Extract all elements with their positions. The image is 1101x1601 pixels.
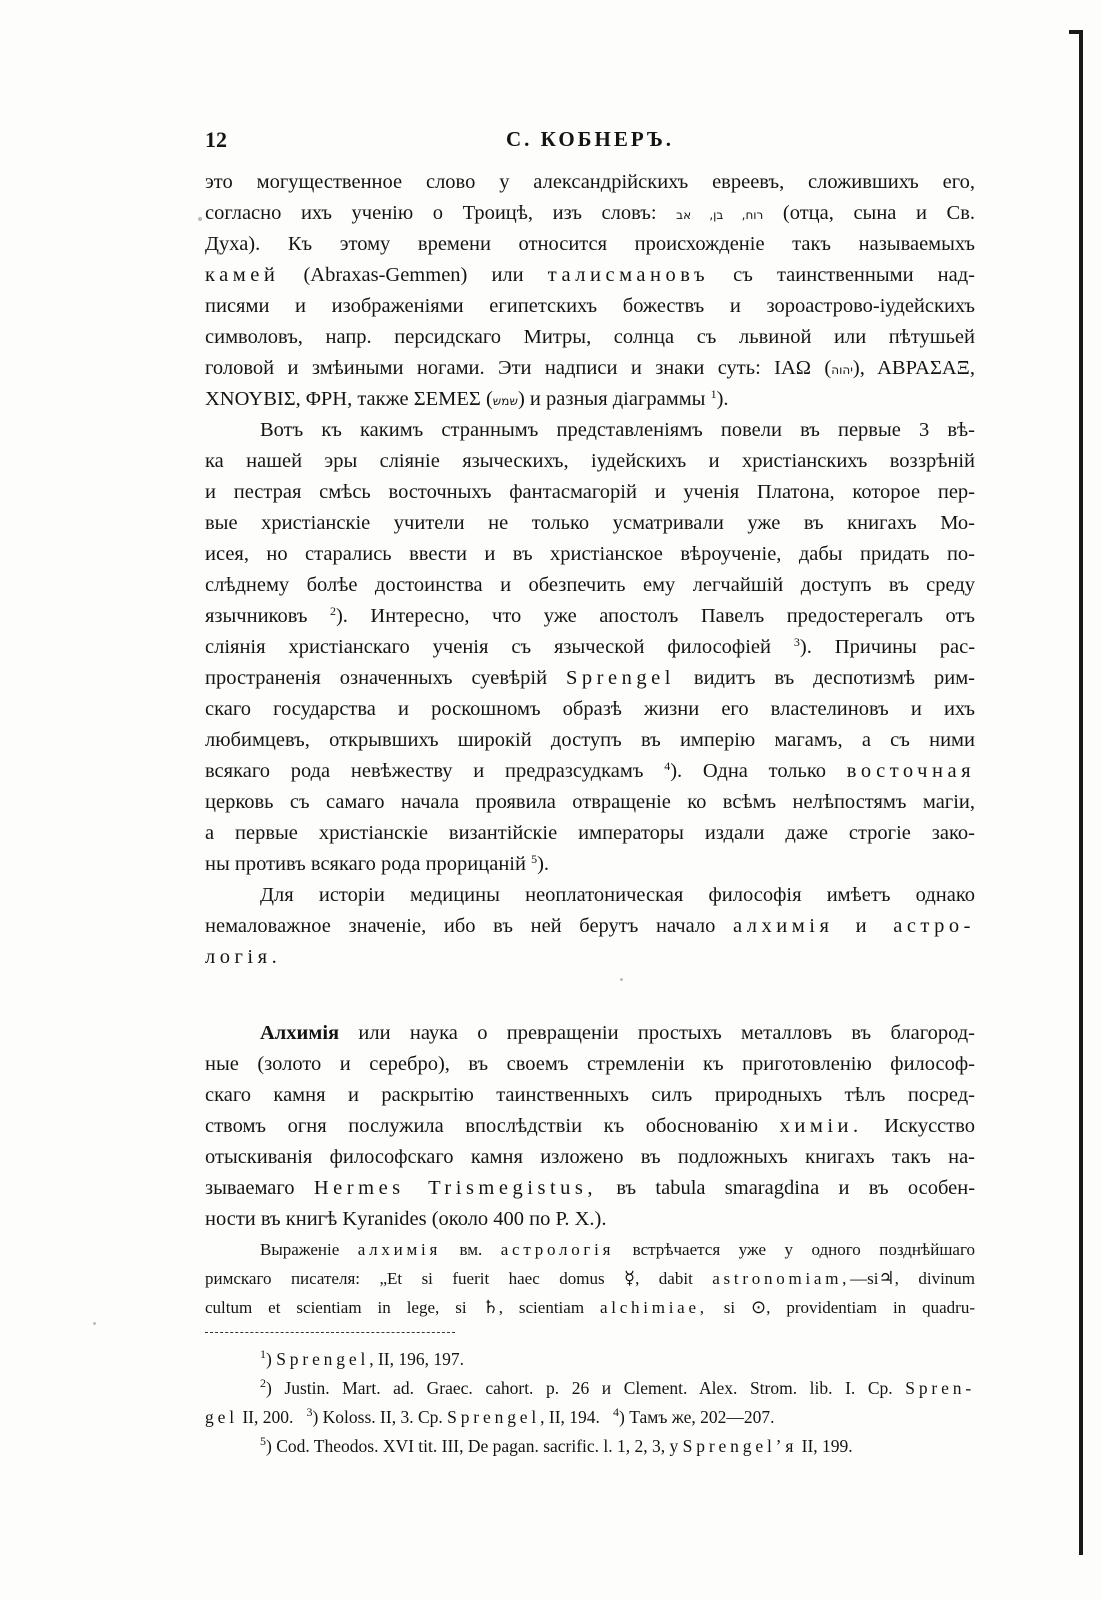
saturn-symbol: ♄: [482, 1297, 499, 1318]
text-line: Выраженіе алхимія вм. астрологія встрѣчается уже у одного позднѣйшаго: [260, 1240, 976, 1259]
paragraph-2: [205, 415, 975, 880]
spaced-term: талисмановъ: [547, 264, 710, 286]
text-line: ные (золото и серебро), въ своемъ стремленіи къ приготовленію философ-: [205, 1053, 975, 1075]
mercury-symbol: ☿: [624, 1268, 636, 1289]
text-line: церковь съ самаго начала проявила отвращеніе ко всѣмъ нелѣпостямъ магіи,: [205, 791, 975, 813]
text-line: слѣднему болѣе достоинства и обезпечить ему легчайшій доступъ въ среду: [205, 574, 975, 596]
text-line: ΧΝΟΥΒΙΣ, ΦΡΗ, также ΣΕΜΕΣ (שמש) и разныя діаграммы $^1$).: [205, 387, 729, 410]
jupiter-symbol: ♃: [878, 1268, 895, 1289]
spaced-term: Sprengel: [566, 667, 675, 689]
text-line: Вотъ къ какимъ страннымъ представленіямъ повели въ первые 3 вѣ-: [260, 419, 975, 441]
spaced-term: Hermes Trismegistus,: [313, 1177, 598, 1199]
section-term: Алхимія: [260, 1022, 340, 1044]
text-line: пространенія означенныхъ суевѣрій Sprengel видитъ въ деспотизмѣ рим-: [205, 667, 976, 689]
text-line: ности въ книгѣ Kyranides (около 400 по Р. Х.).: [205, 1208, 607, 1230]
page-edge-line: [1079, 30, 1083, 1555]
text-line: исея, но старались ввести и въ христіанское вѣроученіе, дабы придать по-: [205, 543, 975, 565]
sun-symbol: ⊙: [751, 1297, 767, 1318]
text-line: камей (Abraxas-Gemmen) или талисмановъ съ таинственными над-: [205, 264, 975, 286]
ink-speck: [93, 1322, 96, 1325]
text-line: cultum et scientiam in lege, si ♄, scientiam alchimiae, si ⊙, providentiam in quadru-: [205, 1297, 975, 1318]
text-line: Алхимія или наука о превращеніи простыхъ металловъ въ благород-: [260, 1022, 976, 1044]
text-line: сліянія христіанскаго ученія съ языческой философіей $^3$). Причины рас-: [205, 635, 976, 658]
page-number: 12: [205, 127, 227, 152]
spaced-term: камей: [205, 264, 280, 286]
text-line: писями и изображеніями египетскихъ божествъ и зороастрово-іудейскихъ: [205, 295, 975, 317]
footnote-ref: 2: [329, 604, 336, 618]
footnote-1: $^1$) Sprengel, II, 196, 197.: [260, 1347, 464, 1369]
page-content: [205, 127, 975, 1461]
text-line: отыскиванія философскаго камня изложено въ подложныхъ книгахъ такъ на-: [205, 1146, 975, 1168]
hebrew-text: שמש: [492, 394, 518, 408]
paragraph-1: [205, 167, 975, 415]
hebrew-text: רוח, בן, אב: [676, 208, 764, 222]
text-line: язычниковъ $^2$). Интересно, что уже апостолъ Павелъ предостерегалъ отъ: [205, 604, 975, 627]
page-edge-tick: [1069, 30, 1083, 34]
footnote-3-4: gel II, 200. $^3$) Koloss. II, 3. Cp. Sprengel, II, 194. $^4$) Тамъ же, 202—207.: [205, 1405, 775, 1427]
text-line: скаго камня и раскрытію таинственныхъ силъ природныхъ тѣлъ посред-: [205, 1084, 975, 1106]
text-line: ны противъ всякаго рода прорицаній $^5$).: [205, 852, 550, 875]
paragraph-3: [205, 880, 975, 973]
text-line: а первые христіанскіе византійскіе императоры издали даже строгіе зако-: [205, 822, 975, 844]
text-line: римскаго писателя: „Et si fuerit haec domus ☿, dabit astronomiam,—si♃, divinum: [205, 1268, 976, 1289]
hebrew-text: יהוה: [831, 363, 853, 377]
text-line: логія.: [205, 946, 282, 968]
footnotes: [205, 1345, 975, 1461]
text-line: ствомъ огня послужила впослѣдствіи къ обоснованію химіи. Искусство: [205, 1115, 976, 1137]
footnote-rule: [205, 1332, 455, 1333]
text-line: согласно ихъ ученію о Троицѣ, изъ словъ: רוח, בן, אב (отца, сына и Св.: [205, 202, 975, 224]
small-print-note: [205, 1235, 975, 1322]
spaced-term: химіи.: [779, 1115, 863, 1137]
paragraph-4: [205, 1018, 975, 1235]
text-line: это могущественное слово у александрійскихъ евреевъ, сложившихъ его,: [205, 171, 975, 193]
page-header: [205, 127, 975, 167]
footnote-ref: 3: [793, 635, 800, 649]
text-line: головой и змѣиными ногами. Эти надписи и знаки суть: ΙΑΩ (יהוה), ΑΒΡΑΣΑΞ,: [205, 357, 975, 379]
footnote-ref: 4: [664, 759, 671, 773]
spaced-term: восточная: [846, 760, 976, 782]
text-line: скаго государства и роскошномъ образѣ жизни его властелиновъ и ихъ: [205, 698, 975, 720]
text-line: символовъ, напр. персидскаго Митры, солнца съ львиной или пѣтушьей: [205, 326, 975, 348]
footnote-ref: 1: [710, 387, 717, 401]
spaced-term: алхимія и астро-: [733, 915, 976, 937]
text-line: немаловажное значеніе, ибо въ ней берутъ начало алхимія и астро-: [205, 915, 976, 937]
text-line: любимцевъ, открывшихъ широкій доступъ въ имперію магамъ, а съ ними: [205, 729, 975, 751]
text-line: зываемаго Hermes Trismegistus, въ tabula smaragdina и въ особен-: [205, 1177, 976, 1199]
text-line: Духа). Къ этому времени относится происхожденіе такъ называемыхъ: [205, 233, 975, 255]
text-line: и пестрая смѣсь восточныхъ фантасмагорій и ученія Платона, которое пер-: [205, 481, 975, 503]
ink-speck: [198, 217, 202, 221]
footnote-2: $^2$) Justin. Mart. ad. Graec. cahort. p. 26 и Clement. Alex. Strom. lib. I. Cp. Spren-: [260, 1376, 976, 1398]
text-line: Для исторіи медицины неоплатоническая философія имѣетъ однако: [260, 884, 975, 906]
text-line: вые христіанскіе учители не только усматривали уже въ книгахъ Мо-: [205, 512, 975, 534]
footnote-5: $^5$) Cod. Theodos. XVI tit. III, De pagan. sacrific. l. 1, 2, 3, у Sprengel’я II, 199.: [260, 1434, 853, 1456]
text-line: всякаго рода невѣжеству и предразсудкамъ $^4$). Одна только восточная: [205, 759, 976, 782]
running-head: С. КОБНЕРЪ.: [505, 127, 675, 151]
text-line: ка нашей эры сліяніе языческихъ, іудейскихъ и христіанскихъ воззрѣній: [205, 450, 975, 472]
footnote-ref: 5: [531, 852, 538, 866]
